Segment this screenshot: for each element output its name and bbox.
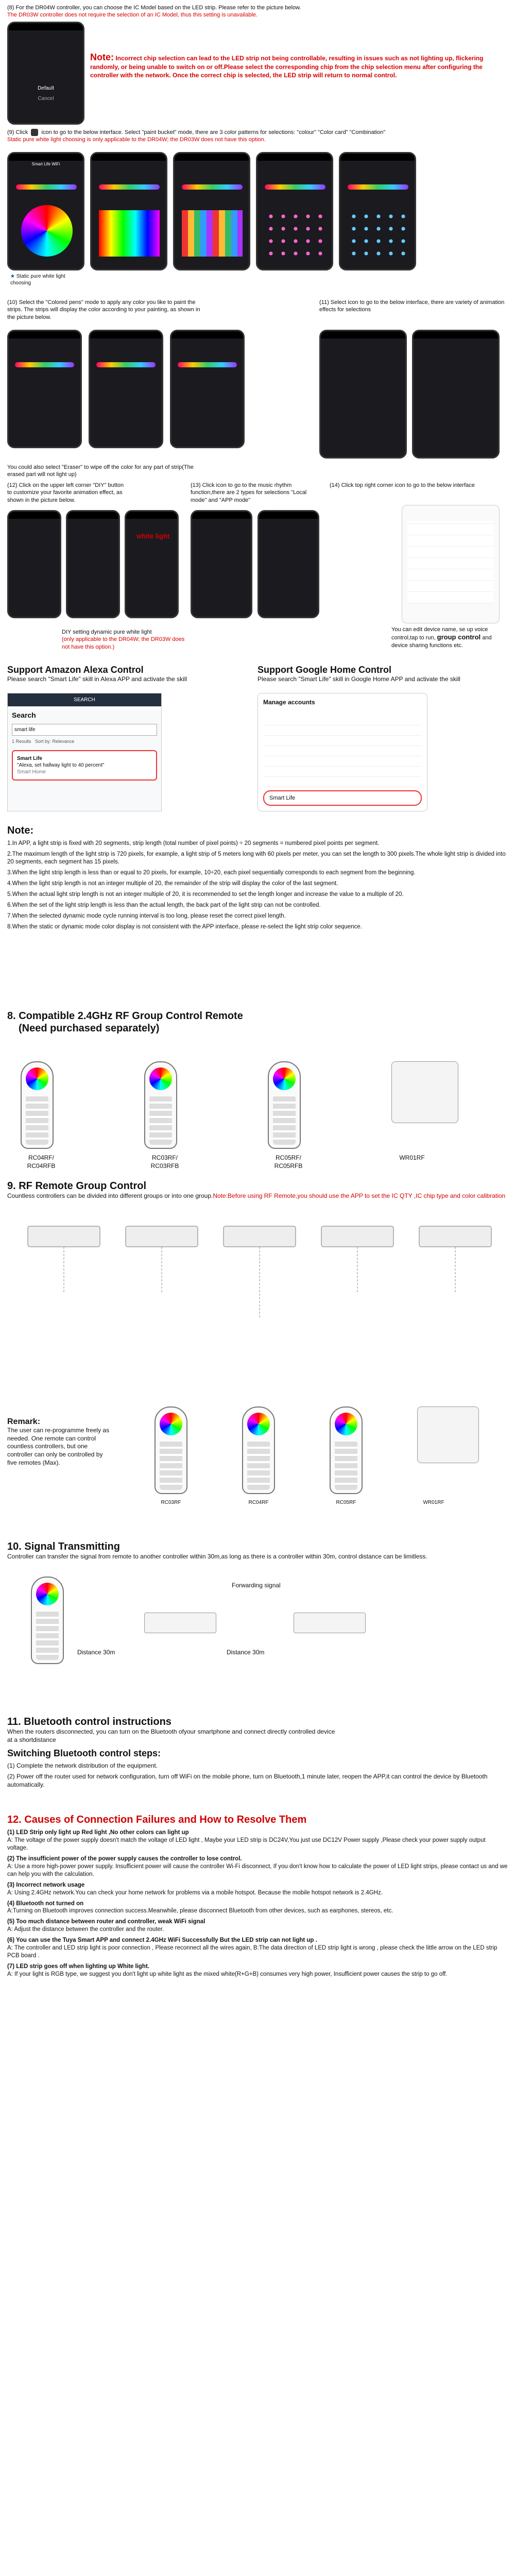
cause-question: (2) The insufficient power of the power supply causes the controller to lose control. bbox=[7, 1855, 242, 1862]
controller-1 bbox=[144, 1613, 216, 1633]
paint-phone-5 bbox=[339, 152, 416, 270]
alexa-title: Support Amazon Alexa Control bbox=[7, 665, 144, 675]
remote-image bbox=[268, 1061, 301, 1149]
paint-icon bbox=[31, 129, 38, 136]
signal-section bbox=[7, 1540, 508, 1561]
diy-phone-3 bbox=[125, 510, 179, 618]
cause-answer: A: Use a more high-power power supply. Insufficient power will cause the controller Wi-Fi disconnect, If you don't know how to calculate the power of LED light strips, please contact us and we can help you with the calculation. bbox=[7, 1863, 508, 1877]
paint-screen-title: Smart Life WiFi bbox=[31, 162, 60, 166]
forwarding-label: Forwarding signal bbox=[232, 1582, 281, 1589]
distance-2: Distance 30m bbox=[227, 1649, 265, 1656]
remark-text: The user can re-programme freely as needed. One remote can control countless controllers, but one controller can only be controlled by five remotes (Max). bbox=[7, 1427, 110, 1466]
note-item: 6.When the set of the light strip length is less than the actual length, the back part of the light strip can not be controlled. bbox=[7, 902, 321, 908]
note-item: 2.The maximum length of the light strip is 720 pixels, for example, a light strip of 5 meters long with 60 pixels per meter, you can set the length to 300 pixels.The whole light strip is divided into 20 segments, each segment has 15 pixels. bbox=[7, 851, 506, 865]
signal-remote bbox=[31, 1577, 64, 1664]
settings-phone bbox=[402, 505, 500, 623]
cause-answer: A:Turning on Bluetooth improves connection success.Meanwhile, please disconnect Bluetooth from other devices, such as earphones, stereos, etc. bbox=[7, 1908, 393, 1914]
remote-image bbox=[391, 1061, 458, 1123]
alexa-sub: Smart Home bbox=[17, 769, 46, 775]
alexa-app-name: Smart Life bbox=[17, 755, 42, 761]
effects-phone-1 bbox=[319, 330, 407, 459]
rf-group-red: Note:Before using RF Remote,you should use the APP to set the IC QTY ,IC chip type and color calibration bbox=[213, 1192, 506, 1199]
s8-note-title: Note: bbox=[90, 52, 114, 62]
paint-phone-2 bbox=[90, 152, 167, 270]
remotes-title: 8. Compatible 2.4GHz RF Group Control Remote bbox=[7, 1010, 243, 1022]
bluetooth-text: When the routers disconnected, you can turn on the Bluetooth ofyour smartphone and connect directly controlled device at a shortdistance bbox=[7, 1728, 335, 1743]
rf-group-section bbox=[7, 1180, 508, 1200]
controller-2 bbox=[294, 1613, 366, 1633]
cause-answer: A: Adjust the distance between the controller and the router. bbox=[7, 1926, 164, 1933]
remote-image bbox=[144, 1061, 177, 1149]
bluetooth-section bbox=[7, 1716, 508, 1789]
music-phone-1 bbox=[191, 510, 252, 618]
s13-text: (13) Click icon to go to the music rhythm function,there are 2 types for selections "Local mode" and "APP mode" bbox=[191, 482, 307, 503]
ic-model-phone bbox=[7, 22, 84, 125]
causes-list bbox=[7, 1829, 508, 1978]
color-grid[interactable] bbox=[182, 210, 243, 257]
s8-red-note: The DR03W controller does not require the selection of an IC Model, thus this setting is unavailable. bbox=[7, 12, 258, 19]
note-item: 8.When the static or dynamic mode color display is not consistent with the APP interface, please re-select the light strip color sequence. bbox=[7, 923, 362, 930]
note-item: 5.When the actual light strip length is not an integer multiple of 20, it is recommended to set the length longer and increase the value to a multiple of 20. bbox=[7, 891, 404, 897]
remark-remote-image bbox=[417, 1406, 479, 1463]
menu-cancel[interactable]: Cancel bbox=[38, 96, 54, 101]
s9-red: Static pure white light choosing is only applicable to the DR04W; the DR03W does not have this option. bbox=[7, 137, 266, 143]
remotes-subtitle: (Need purchased separately) bbox=[19, 1023, 160, 1034]
color-card[interactable] bbox=[99, 210, 160, 257]
bluetooth-steps-title: Switching Bluetooth control steps: bbox=[7, 1748, 161, 1759]
rf-group-title: 9. RF Remote Group Control bbox=[7, 1180, 146, 1192]
paint-phone-1 bbox=[7, 152, 84, 270]
s9-caption: ★ Static pure white light choosing bbox=[10, 274, 65, 286]
rf-diagram bbox=[7, 1216, 508, 1365]
cause-question: (7) LED strip goes off when lighting up White light. bbox=[7, 1963, 149, 1970]
cause-question: (3) Incorrect network usage bbox=[7, 1882, 85, 1888]
note-item: 1.In APP, a light strip is fixed with 20 segments, strip length (total number of pixel points) ÷ 20 segments = numbered pixel points per segment. bbox=[7, 840, 380, 846]
s11-text: (11) Select icon to go to the below interface, there are variety of animation effects for selections bbox=[319, 299, 505, 313]
google-section bbox=[258, 665, 505, 683]
note-item: 7.When the selected dynamic mode cycle running interval is too long, please reset the correct pixel length. bbox=[7, 912, 286, 919]
combination-grid-2[interactable] bbox=[348, 210, 408, 257]
s8-text: (8) For the DR04W controller, you can choose the IC Model based on the LED strip. Please refer to the picture below. bbox=[7, 5, 301, 11]
s10-text: (10) Select the "Colored pens" mode to apply any color you like to paint the strips. The strips will display the color according to your painting, as shown in the picture below. bbox=[7, 299, 200, 320]
cause-question: (6) You can use the Tuya Smart APP and connect 2.4GHz WiFi Successfully But the LED strip can not light up . bbox=[7, 1937, 317, 1944]
alexa-text: Please search "Smart Life" skill in Alexa APP and activate the skill bbox=[7, 675, 187, 683]
cause-answer: A: The voltage of the power supply doesn't match the voltage of LED light , Maybe your LED strip is DC24V,You just use DC12V Power supply ,Please check your power supply output voltage. bbox=[7, 1837, 486, 1851]
color-wheel[interactable] bbox=[21, 205, 73, 257]
alexa-search-title: Search bbox=[12, 711, 36, 719]
causes-section bbox=[7, 1814, 508, 1978]
note-list bbox=[7, 840, 508, 930]
alexa-results: 1 Results bbox=[12, 739, 31, 744]
s9-text-a: (9) Click bbox=[7, 129, 28, 135]
bluetooth-step: (2) Power off the router used for network configuration, turn off WiFi on the mobile phone, turn on Bluetooth,1 minute later, reopen the APP,it can control the device by Bluetooth automatically. bbox=[7, 1773, 488, 1789]
remote-image bbox=[21, 1061, 54, 1149]
cause-answer: A: The controller and LED strip light is poor connection , Please reconnect all the wires again, B:The data direction of LED strip light is wrong , please check the little arrow on the LED strip PCB board . bbox=[7, 1945, 497, 1959]
bluetooth-title: 11. Bluetooth control instructions bbox=[7, 1716, 171, 1727]
google-app-name[interactable]: Smart Life bbox=[263, 790, 422, 806]
music-phone-2 bbox=[258, 510, 319, 618]
menu-default[interactable]: Default bbox=[38, 86, 54, 91]
google-title: Support Google Home Control bbox=[258, 665, 391, 675]
pens-phone-2 bbox=[89, 330, 163, 448]
signal-text: Controller can transfer the signal from remote to another controller within 30m,as long as there is a controller within 30m, control distance can be limitless. bbox=[7, 1553, 427, 1560]
remark-remote-label: RC05RF bbox=[336, 1500, 356, 1505]
alexa-section bbox=[7, 665, 249, 683]
cause-question: (1) LED Strip only light up Red light ,No other colors can light up bbox=[7, 1829, 189, 1836]
alexa-screen bbox=[7, 693, 162, 811]
s12-text: (12) Click on the upper left corner "DIY" button to customize your favorite animation effect, as shown in the picture below. bbox=[7, 482, 124, 503]
signal-title: 10. Signal Transmitting bbox=[7, 1541, 120, 1552]
note-item: 3.When the light strip length is less than or equal to 20 pixels, for example, 10÷20, each pixel sequentially corresponds to each segment from the beginning. bbox=[7, 869, 416, 876]
bluetooth-steps bbox=[7, 1762, 508, 1789]
alexa-search-input[interactable]: smart life bbox=[12, 724, 157, 736]
cause-answer: A: Using 2.4GHz network.You can check your home network for problems via a mobile hotspot. Because the mobile hotspot network is 2.4GHz. bbox=[7, 1889, 383, 1896]
s8-note bbox=[90, 52, 502, 80]
white-light-label: white light bbox=[136, 532, 170, 540]
note-title: Note: bbox=[7, 825, 34, 836]
s8-note-body: Incorrect chip selection can lead to the LED strip not being controllable, resulting in issues such as not lighting up, flickering randomly, or being unable to switch on or off.Please select the corresponding chip from the chip selection menu after configuring the controller with the network. Once the correct chip is selected, the LED strip will return to normal control. bbox=[90, 55, 484, 79]
alexa-search-label: SEARCH bbox=[8, 693, 161, 706]
google-screen bbox=[258, 693, 427, 811]
effects-phone-2 bbox=[412, 330, 500, 459]
paint-phone-4 bbox=[256, 152, 333, 270]
remark-title: Remark: bbox=[7, 1417, 41, 1426]
diy-phone-1 bbox=[7, 510, 61, 618]
alexa-sort[interactable]: Sort by: Relevance bbox=[35, 739, 75, 744]
cause-question: (4) Bluetooth not turned on bbox=[7, 1900, 84, 1907]
section-8-ic-model bbox=[7, 4, 508, 19]
s14-caption: You can edit device name, se up voice control,tap to run, group control and device sharing functions etc. bbox=[391, 626, 492, 649]
section-9-paint bbox=[7, 129, 508, 144]
remark-remote-image bbox=[242, 1406, 275, 1494]
s14-text: (14) Click top right corner icon to go to the below interface bbox=[330, 482, 475, 488]
distance-1: Distance 30m bbox=[77, 1649, 115, 1656]
pens-phone-1 bbox=[7, 330, 82, 448]
causes-title: 12. Causes of Connection Failures and How to Resolve Them bbox=[7, 1814, 307, 1825]
s10-eraser: You could also select "Eraser" to wipe off the color for any part of strip(The erased part will not light up) bbox=[7, 464, 194, 478]
s9-text-b: icon to go to the below interface. Select "paint bucket" mode, there are 3 color patterns for selections: "colour" "Color card" "Combination" bbox=[41, 129, 386, 135]
remark-remote-image bbox=[154, 1406, 187, 1494]
note-item: 4.When the light strip length is not an integer multiple of 20, the remainder of the strip will display the color of the last segment. bbox=[7, 880, 338, 887]
remark-remote-label: RC03RF bbox=[161, 1500, 181, 1505]
bluetooth-step: (1) Complete the network distribution of the equipment. bbox=[7, 1761, 158, 1769]
combination-grid[interactable] bbox=[265, 210, 325, 257]
remotes-section bbox=[7, 1010, 508, 1035]
alexa-result-card[interactable] bbox=[12, 750, 157, 781]
remote-label: RC04RF/ RC04RFB bbox=[27, 1154, 56, 1170]
remote-label: RC05RF/ RC05RFB bbox=[274, 1154, 303, 1170]
s12-caption: DIY setting dynamic pure white light (only applicable to the DR04W; the DR03W does not have this option.) bbox=[62, 629, 185, 650]
cause-answer: A: If your light is RGB type, we suggest you don't light up white light as the mixed white(R+G+B) consumes very high power, Insufficient power causes the strip to go off. bbox=[7, 1971, 448, 1977]
remote-label: RC03RF/ RC03RFB bbox=[150, 1154, 179, 1170]
remark-remote-label: WR01RF bbox=[423, 1500, 444, 1505]
google-text: Please search "Smart Life" skill in Google Home APP and activate the skill bbox=[258, 675, 460, 683]
rf-group-text: Countless controllers can be divided into different groups or into one group. bbox=[7, 1192, 213, 1199]
alexa-quote: "Alexa, set hallway light to 40 percent" bbox=[17, 762, 105, 768]
note-section bbox=[7, 824, 508, 930]
remark-remote-image bbox=[330, 1406, 363, 1494]
diy-phone-2 bbox=[66, 510, 120, 618]
remark-remote-label: RC04RF bbox=[248, 1500, 269, 1505]
google-screen-title: Manage accounts bbox=[263, 699, 315, 706]
pens-phone-3 bbox=[170, 330, 245, 448]
remark-section bbox=[7, 1417, 110, 1467]
paint-phone-3 bbox=[173, 152, 250, 270]
rf-diagram-svg bbox=[7, 1216, 508, 1365]
remote-label: WR01RF bbox=[399, 1154, 425, 1161]
cause-question: (5) Too much distance between router and controller, weak WiFi signal bbox=[7, 1919, 205, 1925]
